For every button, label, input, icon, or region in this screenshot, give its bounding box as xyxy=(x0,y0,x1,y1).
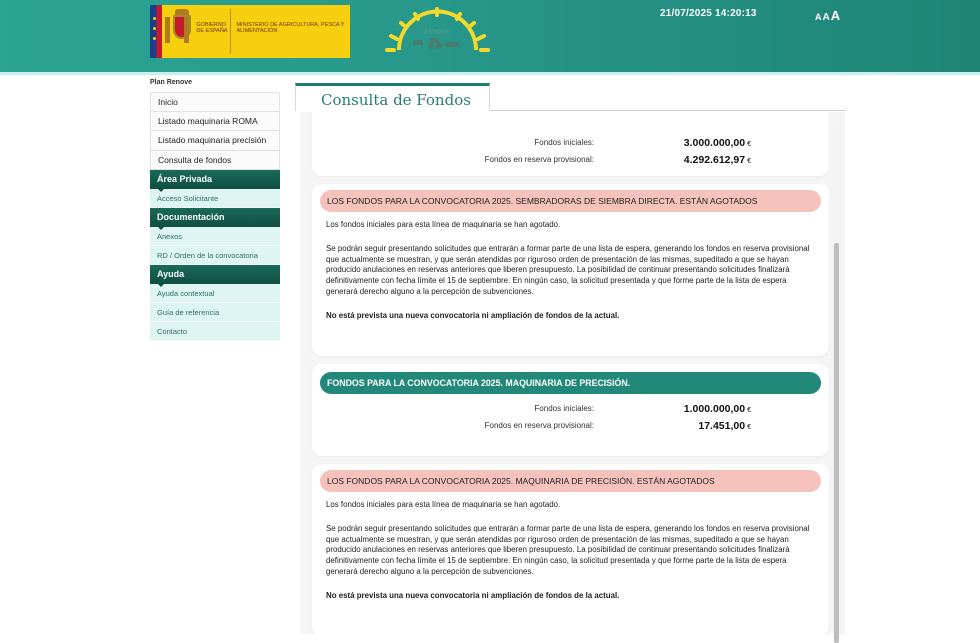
exhausted-card-siembra-directa xyxy=(312,184,829,356)
exhausted-card-precision xyxy=(312,464,829,634)
sidebar-item-guia-referencia[interactable]: Guía de referencia xyxy=(150,303,280,322)
renove-logo-icon[interactable] xyxy=(385,4,490,58)
sidebar-title: Plan Renove xyxy=(150,79,193,86)
funds-card-precision xyxy=(312,364,829,456)
ministry-label: MINISTERIO DE AGRICULTURA, PESCA Y ALIMENTACIÓN xyxy=(236,22,345,34)
fund-value: 4.292.612,97 € xyxy=(683,153,751,166)
tab-underline xyxy=(490,110,846,111)
sidebar-section-area-privada: Área Privada xyxy=(150,170,280,189)
fund-label: Fondos en reserva provisional: xyxy=(484,421,594,430)
eu-flag-icon xyxy=(150,5,162,58)
no-new-call-notice: No está prevista una nueva convocatoria ni ampliación de fondos de la actual. xyxy=(326,590,620,600)
fund-row-reserva xyxy=(320,417,821,434)
fund-value: 3.000.000,00 € xyxy=(683,136,751,149)
svg-text:RENOVE: RENOVE xyxy=(424,30,450,36)
sidebar-item-inicio[interactable]: Inicio xyxy=(150,92,280,112)
panel-scrollbar[interactable] xyxy=(832,128,841,634)
fund-row-iniciales xyxy=(320,400,821,417)
font-small-button[interactable]: A xyxy=(815,12,822,22)
sidebar-nav xyxy=(150,78,280,341)
exhausted-summary: Los fondos iniciales para esta línea de maquinaria se han agotado. xyxy=(326,220,561,229)
sidebar-section-documentacion: Documentación xyxy=(150,208,280,227)
sidebar-item-anexos[interactable]: Anexos xyxy=(150,227,280,246)
site-header xyxy=(0,0,980,75)
sidebar-item-listado-roma[interactable]: Listado maquinaria ROMA xyxy=(150,112,280,132)
no-new-call-notice: No está prevista una nueva convocatoria ni ampliación de fondos de la actual. xyxy=(326,310,620,320)
funds-card-siembra-directa xyxy=(312,112,829,176)
coat-of-arms-icon xyxy=(162,5,192,58)
sidebar-item-acceso-solicitante[interactable]: Acceso Solicitante xyxy=(150,189,280,208)
waiting-list-notice: Se podrán seguir presentando solicitudes que entrarán a formar parte de una lista de espera, generando los fondos en reserva provisional que actualmente se muestran, y que serán atendidas por riguroso orden de presentación de las mismas, supeditado a que se hayan producido anulaciones en reservas anteriores que liberen presupuesto. La posibilidad de continuar presentando solicitudes finalizará definitivamente con fecha límite el 15 de septiembre. En ningún caso, la solicitud presentada y que forme parte de la lista de espera generará derecho alguno a la percepción de subvenciones. xyxy=(326,523,810,576)
fund-label: Fondos iniciales: xyxy=(534,404,594,413)
sidebar-item-rd-orden[interactable]: RD / Orden de la convocatoria xyxy=(150,246,280,265)
fund-row-iniciales xyxy=(320,134,821,151)
fund-label: Fondos en reserva provisional: xyxy=(484,155,594,164)
exhausted-banner: LOS FONDOS PARA LA CONVOCATORIA 2025. MAQUINARIA DE PRECISIÓN. ESTÁN AGOTADOS xyxy=(320,470,821,492)
sidebar-item-contacto[interactable]: Contacto xyxy=(150,322,280,341)
sidebar-section-ayuda: Ayuda xyxy=(150,265,280,284)
exhausted-summary: Los fondos iniciales para esta línea de maquinaria se han agotado. xyxy=(326,500,561,509)
font-large-button[interactable]: A xyxy=(830,8,841,23)
funds-banner: FONDOS PARA LA CONVOCATORIA 2025. MAQUINARIA DE PRECISIÓN. xyxy=(320,372,821,394)
waiting-list-notice: Se podrán seguir presentando solicitudes que entrarán a formar parte de una lista de espera, generando los fondos en reserva provisional que actualmente se muestran, y que serán atendidas por riguroso orden de presentación de las mismas, supeditado a que se hayan producido anulaciones en reservas anteriores que liberen presupuesto. La posibilidad de continuar presentando solicitudes finalizará definitivamente con fecha límite el 15 de septiembre. En ningún caso, la solicitud presentada y que forme parte de la lista de espera generará derecho alguno a la percepción de subvenciones. xyxy=(326,243,810,296)
government-label: GOBIERNO DE ESPAÑA xyxy=(196,22,228,34)
tab-consulta-fondos[interactable] xyxy=(295,83,490,111)
government-logo[interactable] xyxy=(150,5,350,58)
current-datetime: 21/07/2025 14:20:13 xyxy=(660,8,757,19)
page-title: Consulta de Fondos xyxy=(321,91,471,109)
fund-value: 17.451,00 € xyxy=(698,419,751,432)
font-medium-button[interactable]: A xyxy=(822,12,830,23)
sidebar-item-ayuda-contextual[interactable]: Ayuda contextual xyxy=(150,284,280,303)
scrollbar-thumb[interactable] xyxy=(834,243,839,643)
sidebar-item-consulta-fondos[interactable]: Consulta de fondos xyxy=(150,151,280,171)
fund-value: 1.000.000,00 € xyxy=(683,402,751,415)
fund-row-reserva xyxy=(320,151,821,168)
font-size-controls xyxy=(815,8,840,23)
sidebar-item-listado-precision[interactable]: Listado maquinaria precisión xyxy=(150,131,280,151)
exhausted-banner: LOS FONDOS PARA LA CONVOCATORIA 2025. SEMBRADORAS DE SIEMBRA DIRECTA. ESTÁN AGOTADOS xyxy=(320,190,821,212)
fund-label: Fondos iniciales: xyxy=(534,138,594,147)
funds-scroll-panel[interactable] xyxy=(300,112,845,634)
